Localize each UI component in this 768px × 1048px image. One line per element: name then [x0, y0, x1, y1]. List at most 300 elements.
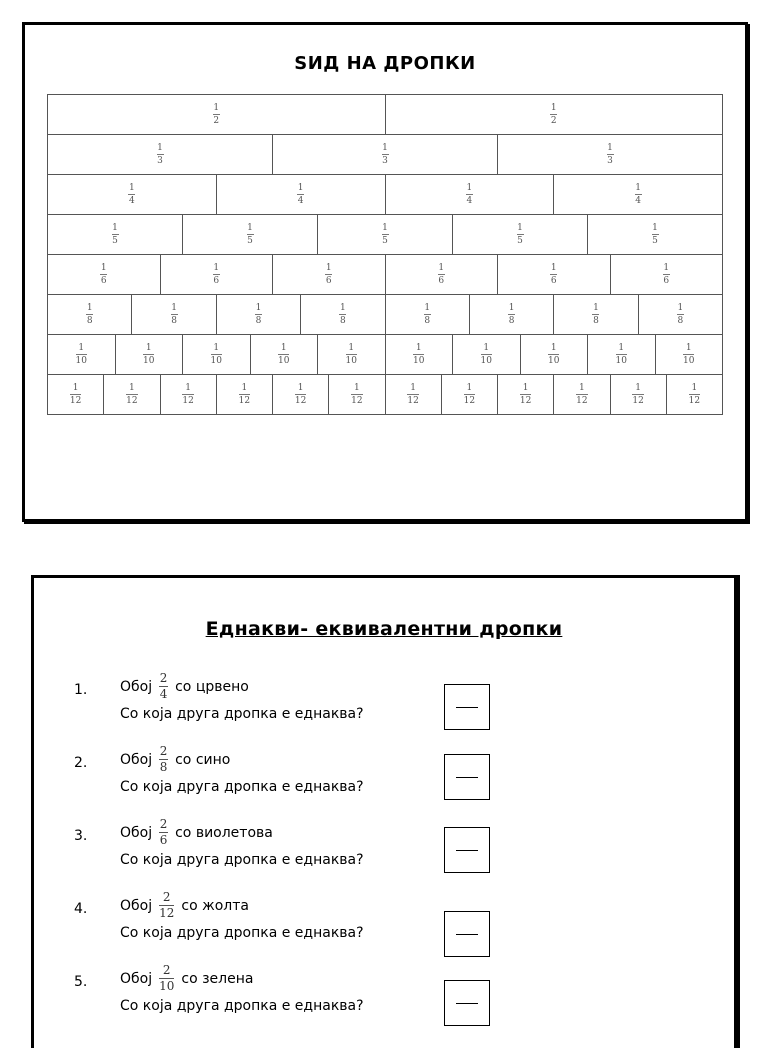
- fraction-bar: [70, 394, 81, 395]
- fraction-piece: [47, 335, 115, 374]
- fraction-denominator: 12: [519, 396, 532, 406]
- fraction-piece: [216, 295, 300, 334]
- fraction-piece: [587, 335, 655, 374]
- fraction-piece: [469, 295, 553, 334]
- fraction-denominator: 8: [677, 316, 684, 326]
- fraction-bar: [616, 354, 627, 355]
- fraction-numerator: 1: [635, 183, 641, 193]
- fraction-piece: [610, 255, 724, 294]
- fraction-numerator: 1: [483, 343, 490, 353]
- fraction-numerator: 1: [593, 303, 599, 313]
- task-item: [34, 744, 734, 821]
- fraction-piece: [497, 135, 723, 174]
- fraction-numerator: 1: [618, 343, 625, 353]
- fraction-numerator: 1: [255, 303, 262, 313]
- fraction-piece: [497, 255, 610, 294]
- fraction-numerator: 1: [185, 383, 191, 393]
- task-question: Со која друга дропка е еднаква?: [120, 998, 364, 1014]
- fraction-denominator: 8: [424, 316, 431, 326]
- task-color: со сино: [175, 751, 231, 768]
- fraction-wall-row: [47, 374, 723, 415]
- fraction-denominator: 12: [69, 396, 82, 406]
- fraction-piece: [216, 375, 272, 414]
- fraction-piece: [610, 375, 666, 414]
- fraction-label: [128, 183, 135, 206]
- fraction-bar: [171, 314, 178, 315]
- fraction-label: [508, 303, 515, 326]
- fraction-denominator: 12: [182, 396, 194, 406]
- fraction-label: [632, 383, 643, 406]
- fraction-bar: [689, 394, 700, 395]
- fraction-piece: [553, 175, 723, 214]
- equivalent-fractions-card: [31, 575, 737, 1048]
- fraction-label: [295, 383, 306, 406]
- fraction-bar: [297, 194, 304, 195]
- fraction-denominator: 8: [339, 316, 346, 326]
- answer-fraction-line: [456, 1003, 478, 1004]
- fraction-bar: [548, 354, 559, 355]
- fraction-bar: [213, 274, 220, 275]
- fraction-label: [592, 303, 599, 326]
- answer-box[interactable]: [444, 827, 490, 873]
- fraction-piece: [160, 375, 216, 414]
- fraction-bar: [126, 394, 137, 395]
- fraction-denominator: 5: [517, 236, 523, 246]
- task-fraction: [159, 964, 174, 993]
- fraction-bar: [466, 194, 473, 195]
- fraction-bar: [607, 154, 614, 155]
- fraction-bar: [76, 354, 87, 355]
- fraction-numerator: 1: [382, 223, 388, 233]
- task-fraction: [159, 745, 168, 774]
- fraction-denominator: 8: [159, 760, 168, 774]
- fraction-label: [297, 183, 304, 206]
- fraction-bar: [481, 354, 492, 355]
- fraction-label: [520, 383, 531, 406]
- fraction-bar: [382, 154, 389, 155]
- fraction-denominator: 12: [126, 396, 138, 406]
- task-instruction: [120, 818, 273, 847]
- fraction-label: [247, 223, 254, 246]
- fraction-bar: [663, 274, 670, 275]
- answer-box[interactable]: [444, 754, 490, 800]
- fraction-numerator: 1: [213, 103, 220, 113]
- task-color: со виолетова: [175, 824, 273, 841]
- fraction-bar: [295, 394, 306, 395]
- fraction-label: [464, 383, 475, 406]
- fraction-piece: [317, 215, 452, 254]
- fraction-label: [100, 263, 107, 286]
- task-question: Со која друга дропка е еднаква?: [120, 779, 364, 795]
- task-number: 3.: [74, 828, 88, 844]
- fraction-piece: [385, 175, 554, 214]
- fraction-denominator: 6: [325, 276, 332, 286]
- fraction-piece: [385, 255, 498, 294]
- fraction-denominator: 2: [550, 116, 557, 126]
- fraction-numerator: 1: [410, 383, 416, 393]
- fraction-label: [351, 383, 362, 406]
- fraction-label: [239, 383, 250, 406]
- fraction-numerator: 1: [213, 263, 220, 273]
- fraction-label: [157, 143, 164, 166]
- fraction-piece: [385, 295, 469, 334]
- fraction-label: [346, 343, 357, 366]
- fraction-denominator: 10: [615, 356, 627, 366]
- fraction-bar: [550, 274, 557, 275]
- fraction-bar: [464, 394, 475, 395]
- fraction-piece: [553, 375, 609, 414]
- fraction-bar: [211, 354, 222, 355]
- fraction-bar: [247, 234, 254, 235]
- fraction-numerator: 2: [159, 817, 168, 831]
- fraction-label: [683, 343, 694, 366]
- fraction-label: [635, 183, 642, 206]
- fraction-label: [255, 303, 262, 326]
- fraction-denominator: 10: [143, 356, 155, 366]
- fraction-numerator: 1: [112, 223, 118, 233]
- fraction-denominator: 4: [297, 196, 304, 206]
- fraction-piece: [47, 135, 272, 174]
- fraction-denominator: 6: [100, 276, 107, 286]
- fraction-denominator: 12: [576, 396, 588, 406]
- fraction-bar: [86, 314, 93, 315]
- fraction-numerator: 1: [415, 343, 422, 353]
- fraction-denominator: 10: [480, 356, 492, 366]
- fraction-numerator: 1: [382, 143, 388, 153]
- fraction-denominator: 5: [652, 236, 658, 246]
- fraction-denominator: 5: [112, 236, 118, 246]
- fraction-label: [689, 383, 700, 406]
- fraction-piece: [47, 375, 103, 414]
- fraction-denominator: 10: [278, 356, 290, 366]
- task-fraction: [159, 672, 168, 701]
- answer-box[interactable]: [444, 911, 490, 957]
- fraction-numerator: 1: [663, 263, 670, 273]
- task-item: [34, 671, 734, 748]
- task-color: со зелена: [181, 970, 254, 987]
- fraction-denominator: 12: [238, 396, 251, 406]
- task-instruction: [120, 964, 253, 993]
- fraction-label: [339, 303, 346, 326]
- fraction-denominator: 8: [171, 316, 177, 326]
- fraction-label: [607, 143, 614, 166]
- fraction-piece: [47, 175, 216, 214]
- fraction-bar: [576, 394, 587, 395]
- fraction-denominator: 5: [247, 236, 253, 246]
- fraction-numerator: 1: [652, 223, 658, 233]
- fraction-denominator: 3: [382, 156, 388, 166]
- fraction-denominator: 12: [294, 396, 307, 406]
- fraction-numerator: 1: [86, 303, 93, 313]
- fraction-numerator: 1: [691, 383, 698, 393]
- fraction-label: [76, 343, 87, 366]
- fraction-denominator: 10: [75, 356, 87, 366]
- task-fraction: [159, 818, 168, 847]
- fraction-label: [481, 343, 492, 366]
- fraction-denominator: 12: [351, 396, 363, 406]
- fraction-wall-row: [47, 94, 723, 134]
- fraction-label: [143, 343, 154, 366]
- fraction-denominator: 2: [213, 116, 220, 126]
- fraction-piece: [182, 335, 250, 374]
- fraction-label: [663, 263, 670, 286]
- fraction-label: [126, 383, 137, 406]
- fraction-label: [424, 303, 431, 326]
- fraction-piece: [272, 255, 385, 294]
- fraction-label: [677, 303, 684, 326]
- fraction-bar: [128, 194, 135, 195]
- fraction-bar: [346, 354, 357, 355]
- fraction-piece: [385, 375, 441, 414]
- fraction-numerator: 1: [157, 143, 163, 153]
- fraction-denominator: 6: [550, 276, 557, 286]
- fraction-bar: [182, 394, 193, 395]
- fraction-label: [413, 343, 424, 366]
- fraction-wall-row: [47, 214, 723, 254]
- task-verb: Обој: [120, 678, 153, 695]
- fraction-wall-row: [47, 334, 723, 374]
- fraction-label: [382, 223, 389, 246]
- fraction-bar: [143, 354, 154, 355]
- fraction-numerator: 1: [100, 263, 107, 273]
- answer-fraction-line: [456, 707, 478, 708]
- fraction-numerator: 1: [466, 183, 473, 193]
- task-question: Со која друга дропка е еднаква?: [120, 925, 364, 941]
- task-instruction: [120, 891, 249, 920]
- fraction-numerator: 1: [72, 383, 79, 393]
- fraction-numerator: 1: [129, 383, 135, 393]
- fraction-piece: [553, 295, 637, 334]
- fraction-bar: [508, 314, 515, 315]
- fraction-piece: [328, 375, 384, 414]
- fraction-numerator: 1: [325, 263, 332, 273]
- fraction-denominator: 3: [607, 156, 613, 166]
- fraction-numerator: 1: [145, 343, 152, 353]
- fraction-label: [548, 343, 559, 366]
- fraction-piece: [452, 335, 520, 374]
- fraction-numerator: 1: [424, 303, 431, 313]
- fraction-denominator: 6: [663, 276, 670, 286]
- fraction-numerator: 1: [129, 183, 135, 193]
- fraction-denominator: 12: [688, 396, 701, 406]
- fraction-label: [213, 103, 220, 126]
- fraction-label: [576, 383, 587, 406]
- fraction-label: [182, 383, 193, 406]
- fraction-numerator: 1: [579, 383, 585, 393]
- fraction-bar: [550, 114, 557, 115]
- fraction-numerator: 1: [635, 383, 641, 393]
- answer-fraction-line: [456, 850, 478, 851]
- fraction-denominator: 10: [548, 356, 560, 366]
- fraction-numerator: 1: [508, 303, 515, 313]
- fraction-bar: [157, 154, 164, 155]
- fraction-numerator: 1: [550, 103, 557, 113]
- answer-box[interactable]: [444, 980, 490, 1026]
- fraction-piece: [587, 215, 723, 254]
- fraction-piece: [47, 95, 385, 134]
- fraction-label: [211, 343, 222, 366]
- fraction-denominator: 10: [210, 356, 222, 366]
- fraction-bar: [255, 314, 262, 315]
- fraction-bar: [520, 394, 531, 395]
- fraction-piece: [47, 255, 160, 294]
- fraction-numerator: 2: [159, 671, 168, 685]
- fraction-piece: [638, 295, 723, 334]
- fraction-bar: [213, 114, 220, 115]
- fraction-bar: [325, 274, 332, 275]
- fraction-piece: [666, 375, 723, 414]
- task-color: со црвено: [175, 678, 249, 695]
- fraction-numerator: 1: [280, 343, 287, 353]
- fraction-denominator: 8: [255, 316, 262, 326]
- task-item: [34, 817, 734, 894]
- task-number: 1.: [74, 682, 88, 698]
- fraction-numerator: 1: [438, 263, 445, 273]
- fraction-numerator: 1: [354, 383, 360, 393]
- fraction-label: [382, 143, 389, 166]
- fraction-wall-card: [22, 22, 748, 522]
- fraction-piece: [103, 375, 159, 414]
- task-number: 4.: [74, 901, 88, 917]
- fraction-label: [550, 263, 557, 286]
- fraction-denominator: 8: [593, 316, 599, 326]
- fraction-denominator: 4: [129, 196, 135, 206]
- fraction-piece: [497, 375, 553, 414]
- fraction-denominator: 8: [508, 316, 515, 326]
- fraction-numerator: 2: [162, 963, 171, 977]
- fraction-numerator: 1: [466, 383, 473, 393]
- fraction-bar: [652, 234, 659, 235]
- fraction-denominator: 3: [157, 156, 163, 166]
- fraction-piece: [182, 215, 317, 254]
- fraction-numerator: 1: [517, 223, 523, 233]
- fraction-numerator: 1: [550, 263, 557, 273]
- fraction-numerator: 1: [241, 383, 248, 393]
- fraction-label: [70, 383, 81, 406]
- fraction-wall: [47, 94, 723, 415]
- fraction-bar: [407, 394, 418, 395]
- answer-box[interactable]: [444, 684, 490, 730]
- fraction-bar: [100, 274, 107, 275]
- fraction-bar: [632, 394, 643, 395]
- task-instruction: [120, 745, 230, 774]
- fraction-denominator: 4: [466, 196, 473, 206]
- fraction-numerator: 1: [522, 383, 529, 393]
- fraction-denominator: 4: [159, 687, 168, 701]
- fraction-label: [616, 343, 627, 366]
- fraction-piece: [47, 295, 131, 334]
- fraction-bar: [592, 314, 599, 315]
- fraction-bar: [382, 234, 389, 235]
- fraction-numerator: 1: [607, 143, 613, 153]
- fraction-piece: [47, 215, 182, 254]
- fraction-piece: [160, 255, 273, 294]
- task-color: со жолта: [181, 897, 249, 914]
- task-item: [34, 963, 734, 1040]
- fraction-numerator: 1: [677, 303, 684, 313]
- fraction-label: [213, 263, 220, 286]
- answer-fraction-line: [456, 934, 478, 935]
- fraction-numerator: 1: [213, 343, 220, 353]
- fraction-denominator: 10: [683, 356, 695, 366]
- fraction-numerator: 1: [297, 383, 304, 393]
- fraction-bar: [635, 194, 642, 195]
- fraction-wall-row: [47, 174, 723, 214]
- fraction-denominator: 10: [345, 356, 357, 366]
- fraction-denominator: 12: [159, 906, 175, 920]
- fraction-numerator: 1: [171, 303, 177, 313]
- task-verb: Обој: [120, 897, 153, 914]
- fraction-denominator: 5: [382, 236, 388, 246]
- fraction-piece: [655, 335, 724, 374]
- task-question: Со која друга дропка е еднаква?: [120, 852, 364, 868]
- fraction-label: [517, 223, 524, 246]
- fraction-denominator: 10: [413, 356, 425, 366]
- task-verb: Обој: [120, 751, 153, 768]
- fraction-numerator: 1: [297, 183, 304, 193]
- fraction-piece: [441, 375, 497, 414]
- fraction-numerator: 1: [348, 343, 355, 353]
- fraction-label: [325, 263, 332, 286]
- fraction-piece: [115, 335, 183, 374]
- fraction-piece: [452, 215, 587, 254]
- task-verb: Обој: [120, 824, 153, 841]
- fraction-piece: [250, 335, 318, 374]
- task-instruction: [120, 672, 249, 701]
- fraction-numerator: 2: [159, 744, 168, 758]
- fraction-denominator: 12: [407, 396, 419, 406]
- task-question: Со која друга дропка е еднаква?: [120, 706, 364, 722]
- task-verb: Обој: [120, 970, 153, 987]
- fraction-bar: [413, 354, 424, 355]
- fraction-bar: [677, 314, 684, 315]
- fraction-label: [112, 223, 119, 246]
- fraction-bar: [112, 234, 119, 235]
- fraction-numerator: 1: [247, 223, 253, 233]
- fraction-label: [171, 303, 178, 326]
- fraction-bar: [351, 394, 362, 395]
- task-number: 2.: [74, 755, 88, 771]
- fraction-bar: [424, 314, 431, 315]
- fraction-bar: [517, 234, 524, 235]
- fraction-label: [278, 343, 289, 366]
- fraction-bar: [683, 354, 694, 355]
- fraction-numerator: 1: [339, 303, 346, 313]
- fraction-label: [438, 263, 445, 286]
- fraction-denominator: 8: [86, 316, 93, 326]
- fraction-denominator: 12: [632, 396, 644, 406]
- fraction-piece: [131, 295, 215, 334]
- answer-fraction-line: [456, 777, 478, 778]
- fraction-wall-row: [47, 254, 723, 294]
- fraction-piece: [520, 335, 588, 374]
- equivalent-fractions-title: Еднакви- еквивалентни дропки: [205, 618, 563, 640]
- fraction-numerator: 1: [550, 343, 557, 353]
- fraction-numerator: 2: [162, 890, 171, 904]
- fraction-piece: [385, 335, 453, 374]
- fraction-label: [466, 183, 473, 206]
- fraction-wall-row: [47, 134, 723, 174]
- fraction-bar: [239, 394, 250, 395]
- fraction-piece: [272, 375, 328, 414]
- fraction-numerator: 1: [685, 343, 692, 353]
- task-number: 5.: [74, 974, 88, 990]
- fraction-piece: [216, 175, 385, 214]
- fraction-label: [407, 383, 418, 406]
- fraction-numerator: 1: [78, 343, 85, 353]
- fraction-wall-row: [47, 294, 723, 334]
- fraction-label: [550, 103, 557, 126]
